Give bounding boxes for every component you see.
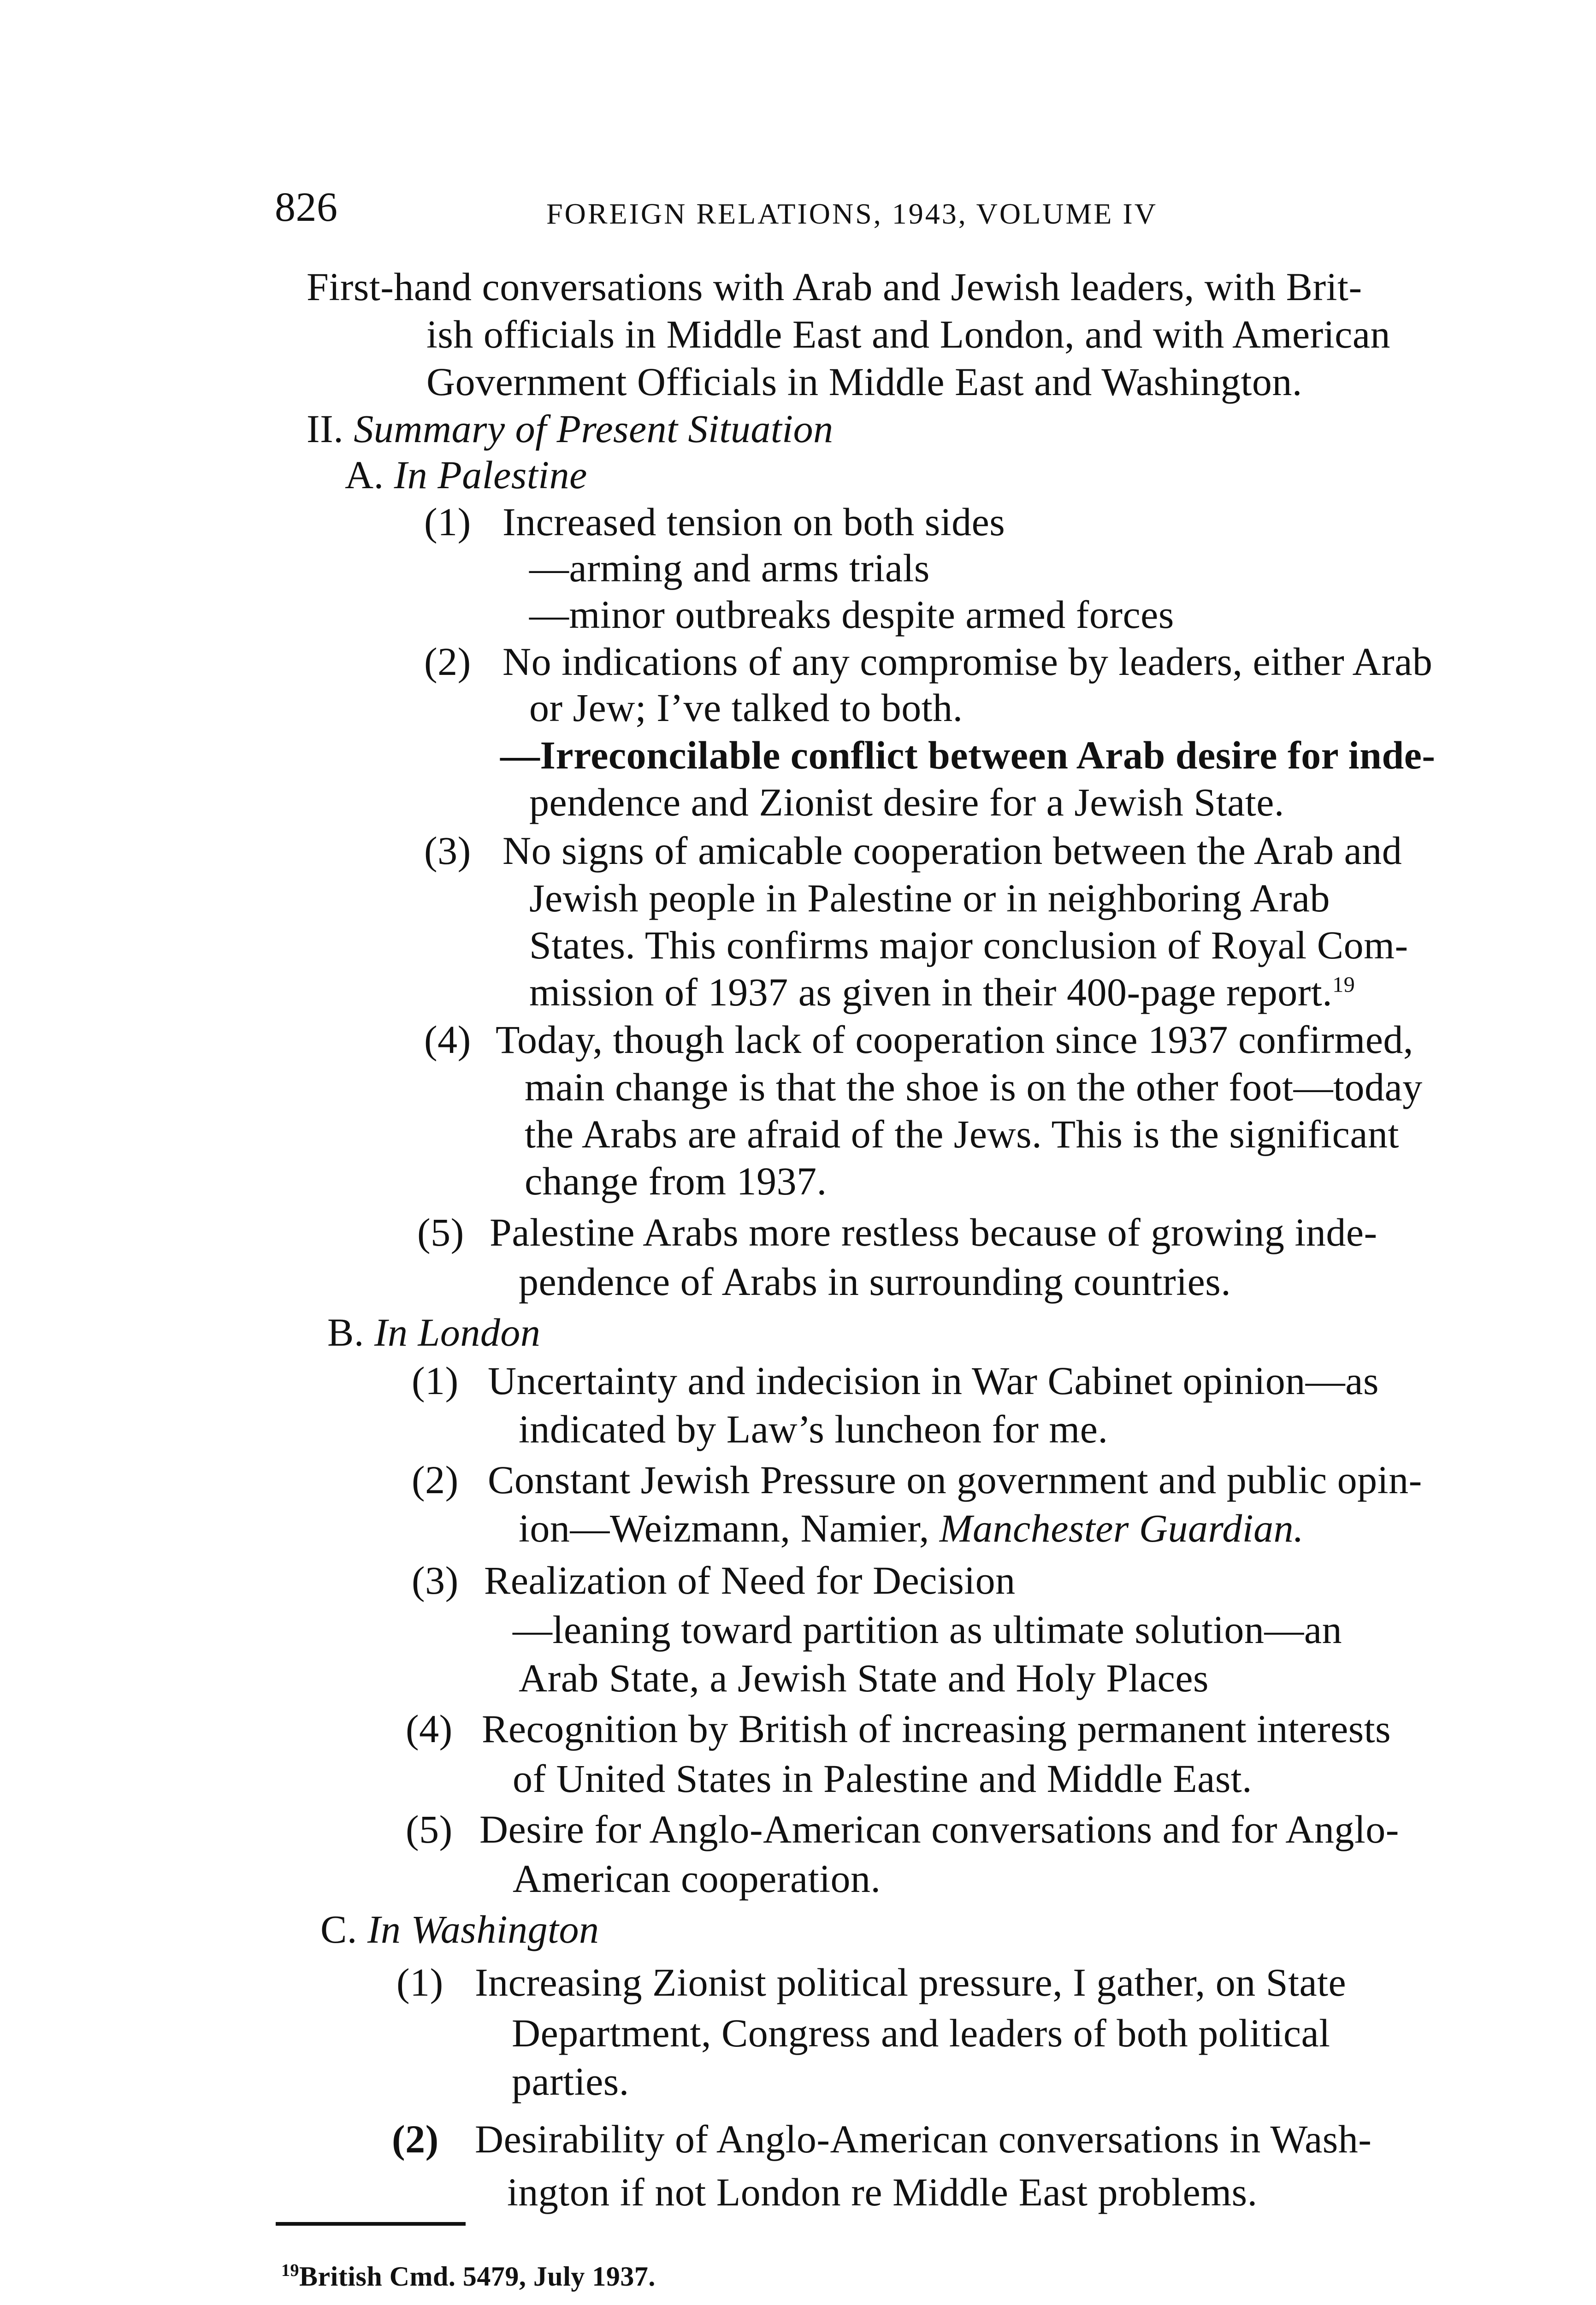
item-a3-line-3: States. This confirms major conclusion of Royal Com- <box>529 923 1408 967</box>
item-a3-line-4 <box>529 969 1355 1015</box>
item-a5-line-1: Palestine Arabs more restless because of growing inde- <box>490 1210 1377 1254</box>
intro-line-2: ish officials in Middle East and London, and with American <box>426 312 1391 356</box>
item-a3-line-4-text: mission of 1937 as given in their 400-page report. <box>529 970 1333 1014</box>
item-a4-line-4: change from 1937. <box>525 1159 827 1203</box>
item-a5-line-2: pendence of Arabs in surrounding countries. <box>519 1259 1231 1304</box>
subsection-c-label: C. <box>320 1907 357 1951</box>
subsection-c-title: In Washington <box>367 1907 599 1951</box>
footnote-rule <box>276 2222 466 2226</box>
footnote-reference: 19 <box>1332 972 1355 997</box>
item-c2-line-1: Desirability of Anglo-American conversations in Wash- <box>475 2117 1372 2161</box>
item-b4-number: (4) <box>406 1707 453 1751</box>
item-b1-line-2: indicated by Law’s luncheon for me. <box>519 1407 1108 1451</box>
item-b5-number: (5) <box>406 1807 453 1851</box>
item-a4-line-1: Today, though lack of cooperation since 1937 confirmed, <box>496 1017 1413 1062</box>
subsection-a-heading <box>345 452 587 498</box>
item-a2-number: (2) <box>424 639 471 684</box>
subsection-a-label: A. <box>345 453 384 497</box>
subsection-b-heading <box>327 1309 540 1355</box>
item-b3-line-3: Arab State, a Jewish State and Holy Places <box>519 1656 1209 1700</box>
item-b2-line-2-text: ion—Weizmann, Namier, <box>519 1506 940 1550</box>
item-b3-line-1: Realization of Need for Decision <box>484 1558 1016 1602</box>
subsection-b-title: In London <box>374 1310 541 1354</box>
item-c1-line-1: Increasing Zionist political pressure, I gather, on State <box>475 1960 1347 2004</box>
item-a5-number: (5) <box>417 1210 464 1254</box>
item-c1-line-2: Department, Congress and leaders of both political <box>512 2011 1330 2055</box>
footnote <box>281 2253 656 2299</box>
item-a4-number: (4) <box>424 1017 471 1062</box>
item-b1-number: (1) <box>412 1359 459 1403</box>
item-c2-line-2: ington if not London re Middle East problems. <box>507 2170 1258 2214</box>
item-a4-line-3: the Arabs are afraid of the Jews. This is the significant <box>525 1112 1399 1156</box>
item-c1-line-3: parties. <box>512 2059 629 2104</box>
item-a3-line-1: No signs of amicable cooperation between the Arab and <box>502 828 1402 873</box>
intro-line-1: First-hand conversations with Arab and Jewish leaders, with Brit- <box>307 265 1362 309</box>
item-b2-line-1: Constant Jewish Pressure on government and public opin- <box>488 1458 1422 1502</box>
item-b3-number: (3) <box>412 1558 459 1602</box>
intro-line-3: Government Officials in Middle East and Washington. <box>426 360 1302 404</box>
running-title: FOREIGN RELATIONS, 1943, VOLUME IV <box>546 197 1158 230</box>
subsection-c-heading <box>320 1906 599 1952</box>
item-b2-number: (2) <box>412 1458 459 1502</box>
item-a1-number: (1) <box>424 500 471 544</box>
item-a3-number: (3) <box>424 828 471 873</box>
footnote-marker: 19 <box>281 2261 299 2280</box>
subsection-a-title: In Palestine <box>394 453 587 497</box>
section-number: II. <box>307 407 344 451</box>
item-a2-line-2: or Jew; I’ve talked to both. <box>529 686 963 730</box>
footnote-text: British Cmd. 5479, July 1937. <box>299 2261 656 2292</box>
subsection-b-label: B. <box>327 1310 364 1354</box>
item-b5-line-2: American cooperation. <box>513 1856 881 1901</box>
item-b4-line-2: of United States in Palestine and Middle East. <box>513 1756 1253 1801</box>
item-b4-line-1: Recognition by British of increasing permanent interests <box>482 1707 1391 1751</box>
item-a2-line-1: No indications of any compromise by leaders, either Arab <box>502 639 1433 684</box>
item-c1-number: (1) <box>396 1960 443 2004</box>
item-b5-line-1: Desire for Anglo-American conversations and for Anglo- <box>479 1807 1399 1851</box>
item-b2-line-2 <box>519 1505 1304 1551</box>
section-title: Summary of Present Situation <box>354 407 833 451</box>
item-c2-number: (2) <box>392 2117 439 2161</box>
item-b3-line-2: —leaning toward partition as ultimate solution—an <box>513 1608 1342 1652</box>
item-a4-line-2: main change is that the shoe is on the other foot—today <box>525 1065 1423 1109</box>
item-a2-line-3: —Irreconcilable conflict between Arab desire for inde- <box>500 733 1436 777</box>
item-b1-line-1: Uncertainty and indecision in War Cabinet opinion—as <box>488 1359 1379 1403</box>
item-a1-line-2: —arming and arms trials <box>529 546 930 590</box>
item-a1-line-1: Increased tension on both sides <box>502 500 1005 544</box>
item-a1-line-3: —minor outbreaks despite armed forces <box>529 592 1174 637</box>
item-a2-line-4: pendence and Zionist desire for a Jewish State. <box>529 780 1284 824</box>
item-a3-line-2: Jewish people in Palestine or in neighboring Arab <box>529 876 1330 920</box>
section-heading <box>307 406 833 452</box>
newspaper-title: Manchester Guardian. <box>939 1506 1304 1550</box>
page-number: 826 <box>275 184 338 230</box>
